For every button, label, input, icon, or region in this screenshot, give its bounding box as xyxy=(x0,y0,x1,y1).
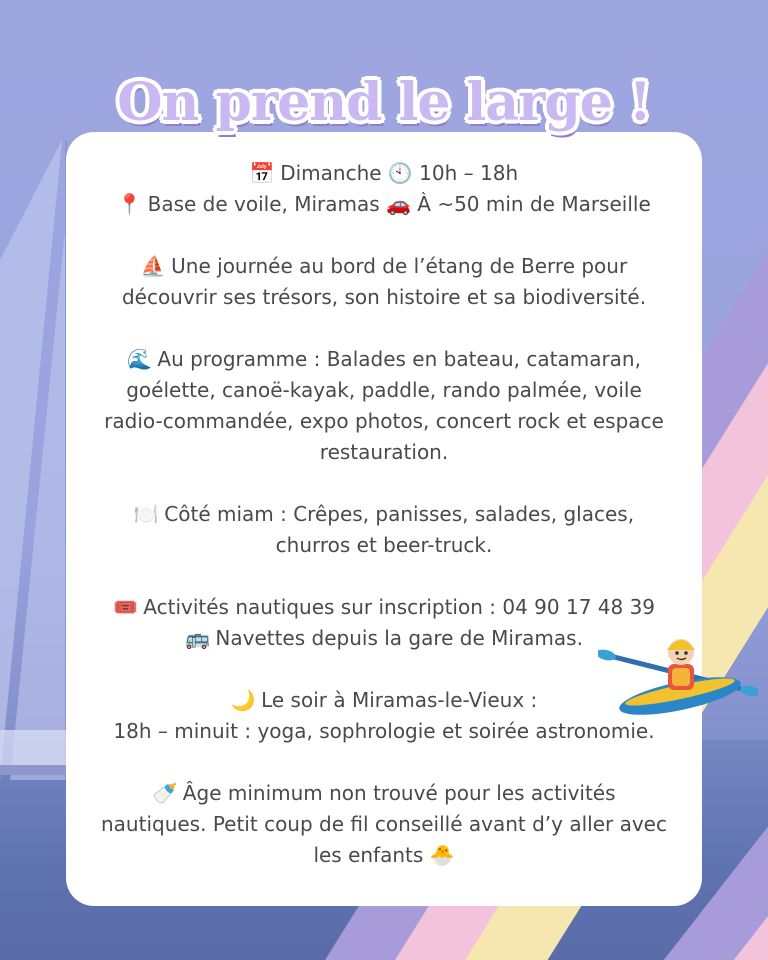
info-line xyxy=(88,344,680,375)
info-line xyxy=(88,189,680,220)
line-text: Une journée au bord de l’étang de Berre pour xyxy=(164,254,628,278)
info-paragraph xyxy=(88,344,680,468)
info-paragraph xyxy=(88,499,680,561)
line-text: goélette, canoë-kayak, paddle, rando palmée, voile xyxy=(126,378,642,402)
emoji-icon: 🌊 xyxy=(127,347,152,371)
emoji-icon: 📍 xyxy=(117,192,143,216)
info-line xyxy=(88,778,680,809)
line-text: restauration. xyxy=(319,440,449,464)
info-line xyxy=(88,158,680,189)
emoji-icon: 🚌 xyxy=(185,626,210,650)
emoji-icon: 🍽️ xyxy=(133,502,159,526)
kayaker-illustration xyxy=(598,624,758,724)
info-line xyxy=(88,809,680,840)
line-text: nautiques. Petit coup de fil conseillé avant d’y aller avec xyxy=(101,812,667,836)
line-text: découvrir ses trésors, son histoire et sa biodiversité. xyxy=(121,285,647,309)
line-text: 18h – minuit : yoga, sophrologie et soirée astronomie. xyxy=(113,719,655,743)
emoji-icon: 🎟️ xyxy=(112,595,138,619)
info-line xyxy=(88,282,680,313)
info-line xyxy=(88,623,680,654)
line-text: Navettes depuis la gare de Miramas. xyxy=(209,626,583,650)
line-text: churros et beer-truck. xyxy=(275,533,493,557)
line-text: Le soir à Miramas-le-Vieux : xyxy=(254,688,538,712)
emoji-icon: 🌙 xyxy=(230,688,256,712)
info-paragraph xyxy=(88,685,680,747)
info-line xyxy=(88,685,680,716)
info-line xyxy=(88,716,680,747)
info-paragraph xyxy=(88,251,680,313)
info-card xyxy=(66,132,702,906)
line-text: Dimanche 🕙 10h – 18h xyxy=(273,161,519,185)
info-paragraph xyxy=(88,778,680,871)
line-text: Base de voile, Miramas 🚗 À ~50 min de Marseille xyxy=(141,192,651,216)
info-paragraph xyxy=(88,158,680,220)
info-line xyxy=(88,592,680,623)
emoji-icon: ⛵ xyxy=(140,254,166,278)
info-line xyxy=(88,437,680,468)
info-line xyxy=(88,375,680,406)
line-text: radio-commandée, expo photos, concert rock et espace xyxy=(104,409,664,433)
info-line xyxy=(88,251,680,282)
info-line xyxy=(88,530,680,561)
line-text: Âge minimum non trouvé pour les activités xyxy=(176,781,616,805)
page-title: On prend le large ! xyxy=(117,72,651,133)
info-line xyxy=(88,840,680,871)
line-text: Au programme : Balades en bateau, catamaran, xyxy=(151,347,641,371)
info-paragraph xyxy=(88,592,680,654)
line-text: Activités nautiques sur inscription : 04 90 17 48 39 xyxy=(136,595,656,619)
line-text: les enfants 🐣 xyxy=(313,843,455,867)
emoji-icon: 🍼 xyxy=(152,781,178,805)
info-line xyxy=(88,406,680,437)
info-line xyxy=(88,499,680,530)
line-text: Côté miam : Crêpes, panisses, salades, glaces, xyxy=(157,502,635,526)
emoji-icon: 📅 xyxy=(249,161,275,185)
